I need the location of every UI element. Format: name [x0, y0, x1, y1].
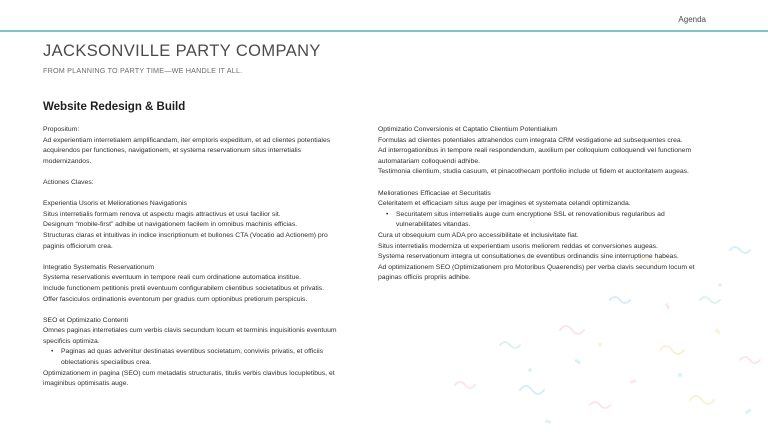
security-line: Cura ut obsequium cum ADA pro accessibilitate et inclusivitate fiat. — [378, 231, 579, 239]
propositum-text: Ad experientiam interretialem amplificandam, iter emptoris expeditum, et ad clientes potentiales acquirendos per functiones, navigationem, et systema reservationum situs interretialis modernizandos. — [43, 136, 331, 165]
right-column — [378, 125, 708, 284]
propositum-label: Propositum: — [43, 126, 80, 133]
header-divider — [0, 30, 768, 32]
experience-line: Designum “mobile-first” adhibe ut navigationem facilem in omnibus machinis efficias. — [43, 221, 298, 229]
seo-title: SEO et Optimizatio Contenti — [43, 316, 128, 324]
left-column — [43, 125, 348, 390]
seo-line: Omnes paginas interretiales cum verbis clavis secundum locum et terminis inquisitionis eventuum specificis optimiza. — [43, 327, 337, 345]
bullet-dot-icon: • — [386, 210, 389, 218]
security-title: Meliorationes Efficaciae et Securitatis — [378, 189, 491, 197]
experience-line: Situs interretialis formam renova ut aspectu magis attractivus et usui facilior sit. — [43, 210, 281, 218]
bullet-text: Securitatem situs interretialis auge cum encryptione SSL et renovationibus regularibus ad vulnerabilitates vitandas. — [396, 210, 665, 229]
company-tagline: FROM PLANNING TO PARTY TIME—WE HANDLE IT ALL. — [43, 66, 243, 75]
integration-title: Integratio Systematis Reservationum — [43, 263, 155, 271]
conversion-title: Optimizatio Conversionis et Captatio Clientium Potentialium — [378, 126, 558, 133]
security-line: Situs interretialis moderniza ut experientiam usoris meliorem reddas et conversiones augeas. — [378, 242, 658, 250]
bullet-item — [43, 347, 348, 368]
integration-line: Include functionem petitionis pretii eventuum configurabilem clientibus societatibus et privatis. — [43, 284, 325, 292]
actiones-label: Actiones Claves: — [43, 178, 94, 186]
conversion-line: Formulas ad clientes potentiales attrahendos cum integrata CRM vestigatione ad subsequentes crea. — [378, 136, 683, 144]
bullet-text: Paginas ad quas advenitur destinatas eventibus societatum, conviviis privatis, et officiis oblectationis specialibus crea. — [61, 348, 324, 367]
conversion-line: Testimonia clientium, studia casuum, et pinacothecam portfolio include ut fidem et auctoritatem augeas. — [378, 168, 689, 176]
top-bar — [0, 0, 768, 30]
experience-title: Experientia Usoris et Meliorationes Navigationis — [43, 200, 187, 208]
agenda-label[interactable]: Agenda — [678, 15, 706, 24]
integration-line: Offer fasciculos ordinationis eventorum per gradus cum optionibus pretiorum perspicuis. — [43, 295, 308, 303]
integration-line: Systema reservationis eventuum in tempore reali cum ordinatione automatica institue. — [43, 274, 302, 282]
company-name: JACKSONVILLE PARTY COMPANY — [43, 42, 321, 60]
security-line: Ad optimizationem SEO (Optimizationem pro Motoribus Quaerendis) per verba clavis secundum locum et paginas officiis propriis adhibe. — [378, 263, 695, 282]
bullet-item — [378, 210, 708, 231]
section-title: Website Redesign & Build — [43, 101, 186, 113]
seo-line: Optimizationem in pagina (SEO) cum metadatis structuratis, titulis verbis clavibus locupletibus, et imaginibus optimisatis auge. — [43, 369, 335, 388]
experience-line: Structuras claras et intuitivas in indice inscriptionum et bullones CTA (Vocatio ad Actionem) pro paginis officiorum crea. — [43, 231, 328, 250]
security-line: Systema reservationum integra ut consultationes de eventibus ordinandis sine interruptione habeas. — [378, 253, 679, 261]
bullet-dot-icon: • — [51, 348, 54, 356]
security-line: Celeritatem et efficaciam situs auge per imagines et systemata celandi optimizanda. — [378, 200, 631, 208]
conversion-line: Ad interrogationibus in tempore reali respondendum, auxilium per colloquium colloquendi vel functionem automatariam colloquendi adhibe. — [378, 147, 692, 165]
